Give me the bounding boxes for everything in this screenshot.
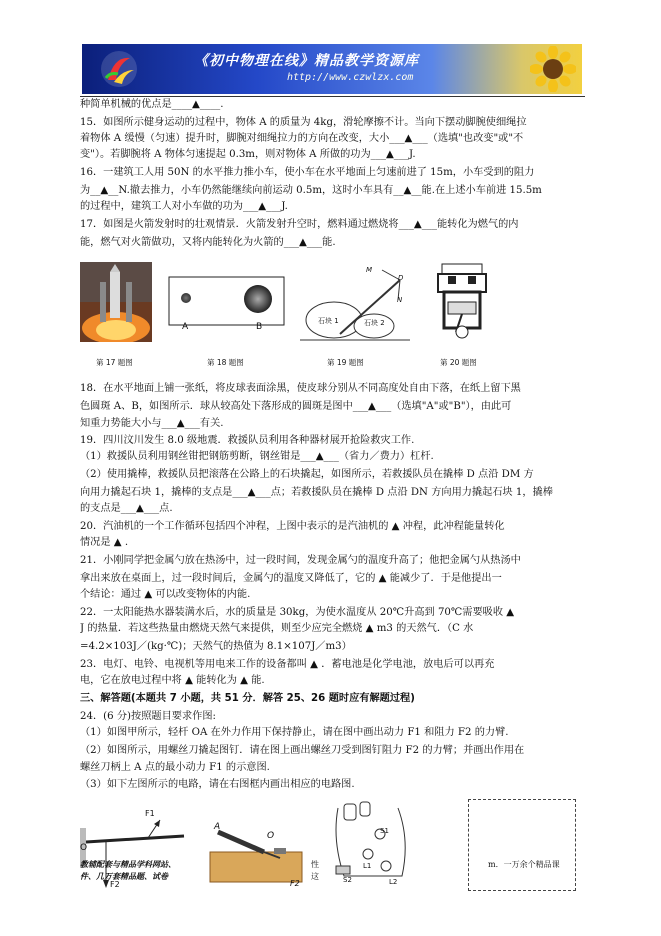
figure-caption: 第 19 题图 xyxy=(327,358,364,367)
text-line: （1）救援队员利用钢丝钳把钢筋剪断，钢丝钳是___▲___（省力／费力）杠杆. xyxy=(80,451,434,462)
circuit-figure xyxy=(324,800,416,892)
text-line: （2）使用撬棒，救援队员把滚落在公路上的石块撬起，如图所示，若救援队员在撬棒 D 点沿 DM 方 xyxy=(80,469,534,480)
text-line: 螺丝刀柄上 A 点的最小动力 F1 的示意图. xyxy=(80,762,270,773)
text-line: （1）如图甲所示，轻杆 OA 在外力作用下保持静止，请在图中画出动力 F1 和阻力 F2 的力臂. xyxy=(80,727,509,738)
text-line: 23．电灯、电铃、电视机等用电来工作的设备都叫 ▲ ．蓄电池是化学电池，放电后可以再充 xyxy=(80,659,495,670)
fig18-label-b: B xyxy=(256,322,263,332)
text-line: 变"）。若脚腕将 A 物体匀速提起 0.3m，则对物体 A 所做的功为___▲___J. xyxy=(80,149,416,160)
text-line: 情况是 ▲ . xyxy=(80,537,129,548)
fig19-label-d: D xyxy=(398,274,404,282)
fig18-label-a: A xyxy=(182,322,189,332)
footer-ad-text: 性 xyxy=(311,860,319,869)
text-line: 19．四川汶川发生 8.0 级地震．救援队员利用各种器材展开抢险救灾工作. xyxy=(80,435,415,446)
fig24b-label-o: O xyxy=(267,831,275,841)
text-line: 21．小刚同学把金属勺放在热汤中，过一段时间，发现金属勺的温度升高了；他把金属勺从热汤中 xyxy=(80,555,521,566)
text-line: 拿出来放在桌面上，过一段时间后，金属勺的温度又降低了，它的 ▲ 能减少了．于是他提出一 xyxy=(80,573,502,584)
banner-title: 《初中物理在线》精品教学资源库 xyxy=(194,53,419,69)
fig24b-label-f2: F2 xyxy=(290,879,300,888)
fig19-label-m: M xyxy=(366,266,373,274)
fig24a-label-f2: F2 xyxy=(110,880,120,889)
fig24c-label-s1: S1 xyxy=(380,827,389,835)
footer-ad-text: 件、几万套精品题、试卷 xyxy=(80,872,168,881)
logo-icon xyxy=(100,50,138,88)
text-line: 能，燃气对火箭做功，又将内能转化为火箭的___▲___能. xyxy=(80,237,336,248)
text-line: （3）如下左图所示的电路，请在右图框内画出相应的电路图. xyxy=(80,779,355,790)
text-line: =4.2×103J／(kg·℃)；天然气的热值为 8.1×107J／m3） xyxy=(80,641,352,652)
fig24c-label-l1: L1 xyxy=(363,862,372,870)
text-line: 知重力势能大小与___▲___有关. xyxy=(80,418,224,429)
text-line: （2）如图所示，用螺丝刀撬起图钉．请在图上画出螺丝刀受到图钉阻力 F2 的力臂；并画出作用在 xyxy=(80,745,525,756)
text-line: 个结论：通过 ▲ 可以改变物体的内能. xyxy=(80,589,251,600)
text-line: 着物体 A 缓慢（匀速）提升时，脚腕对细绳拉力的方向在改变，大小___▲___（选填"也改变"或"不 xyxy=(80,133,524,144)
fig19-label-rock2: 石块 2 xyxy=(364,319,385,327)
fig24c-label-l2: L2 xyxy=(389,878,398,886)
text-line: 16．一建筑工人用 50N 的水平推力推小车，使小车在水平地面上匀速前进了 15m，小车受到的阻力 xyxy=(80,167,535,178)
header-banner xyxy=(82,44,582,94)
text-line: 种简单机械的优点是____▲____. xyxy=(80,99,224,110)
footer-ad-text: 教辅配套与精品学科网站、 xyxy=(80,860,176,869)
text-line: J 的热量．若这些热量由燃烧天然气来提供，则至少应完全燃烧 ▲ m3 的天然气．（C 水 xyxy=(80,623,474,634)
text-line: 20．汽油机的一个工作循环包括四个冲程，上图中表示的是汽油机的 ▲ 冲程，此冲程能量转化 xyxy=(80,521,505,532)
text-line: 17．如图是火箭发射时的壮观情景．火箭发射升空时，燃料通过燃烧将___▲___能转化为燃气的内 xyxy=(80,219,519,230)
text-line: 15．如图所示健身运动的过程中，物体 A 的质量为 4kg，滑轮摩擦不计。当向下摆动脚腕使细绳拉 xyxy=(80,117,527,128)
figure-caption: 第 17 题图 xyxy=(96,358,133,367)
text-line: 向用力撬起石块 1，撬棒的支点是___▲___点；若救援队员在撬棒 D 点沿 DN 方向用力撬起石块 1，撬棒 xyxy=(80,487,553,498)
section-heading: 三、解答题(本题共 7 小题，共 51 分．解答 25、26 题时应有解题过程) xyxy=(80,693,415,704)
spot-a xyxy=(181,293,191,303)
spot-b xyxy=(244,285,272,313)
banner-url[interactable]: http://www.czwlzx.com xyxy=(287,72,414,83)
fig24c-label-s2: S2 xyxy=(343,876,352,884)
footer-ad-text: 这 xyxy=(311,872,319,881)
rocket-launch-image xyxy=(80,262,152,342)
figure-caption: 第 20 题图 xyxy=(440,358,477,367)
fig19-label-n: N xyxy=(397,296,403,304)
fig19-label-rock1: 石块 1 xyxy=(318,317,339,325)
sunflower-icon xyxy=(530,46,576,92)
fig24b-label-a: A xyxy=(214,822,221,832)
text-line: 的过程中，建筑工人对小车做的功为___▲___J. xyxy=(80,201,288,212)
engine-stroke-figure xyxy=(436,262,488,340)
footer-ad-text: m．一万余个精品课 xyxy=(488,860,560,869)
text-line: 18．在水平地面上铺一张纸，将皮球表面涂黑，使皮球分别从不同高度处自由下落，在纸上留下黑 xyxy=(80,383,521,394)
answer-box xyxy=(468,799,576,891)
text-line: 为__▲__N.撤去推力，小车仍然能继续向前运动 0.5m，这时小车具有__▲__能.在上述小车前进 15.5m xyxy=(80,185,542,196)
text-line: 的支点是___▲___点. xyxy=(80,503,173,514)
text-line: 电，它在放电过程中将 ▲ 能转化为 ▲ 能. xyxy=(80,675,265,686)
fig24a-label-f1: F1 xyxy=(145,809,155,818)
crowbar-rocks-figure xyxy=(300,262,410,346)
text-line: 色圆斑 A、B，如图所示．球从较高处下落形成的圆斑是图中___▲___（选填"A"或"B"），由此可 xyxy=(80,401,512,412)
fig24a-label-o: O xyxy=(80,843,88,853)
text-line: 24．(6 分)按照题目要求作图: xyxy=(80,711,216,722)
text-line: 22．一太阳能热水器装满水后，水的质量是 30kg，为使水温度从 20℃升高到 70℃需要吸收 ▲ xyxy=(80,607,515,618)
figure-caption: 第 18 题图 xyxy=(207,358,244,367)
